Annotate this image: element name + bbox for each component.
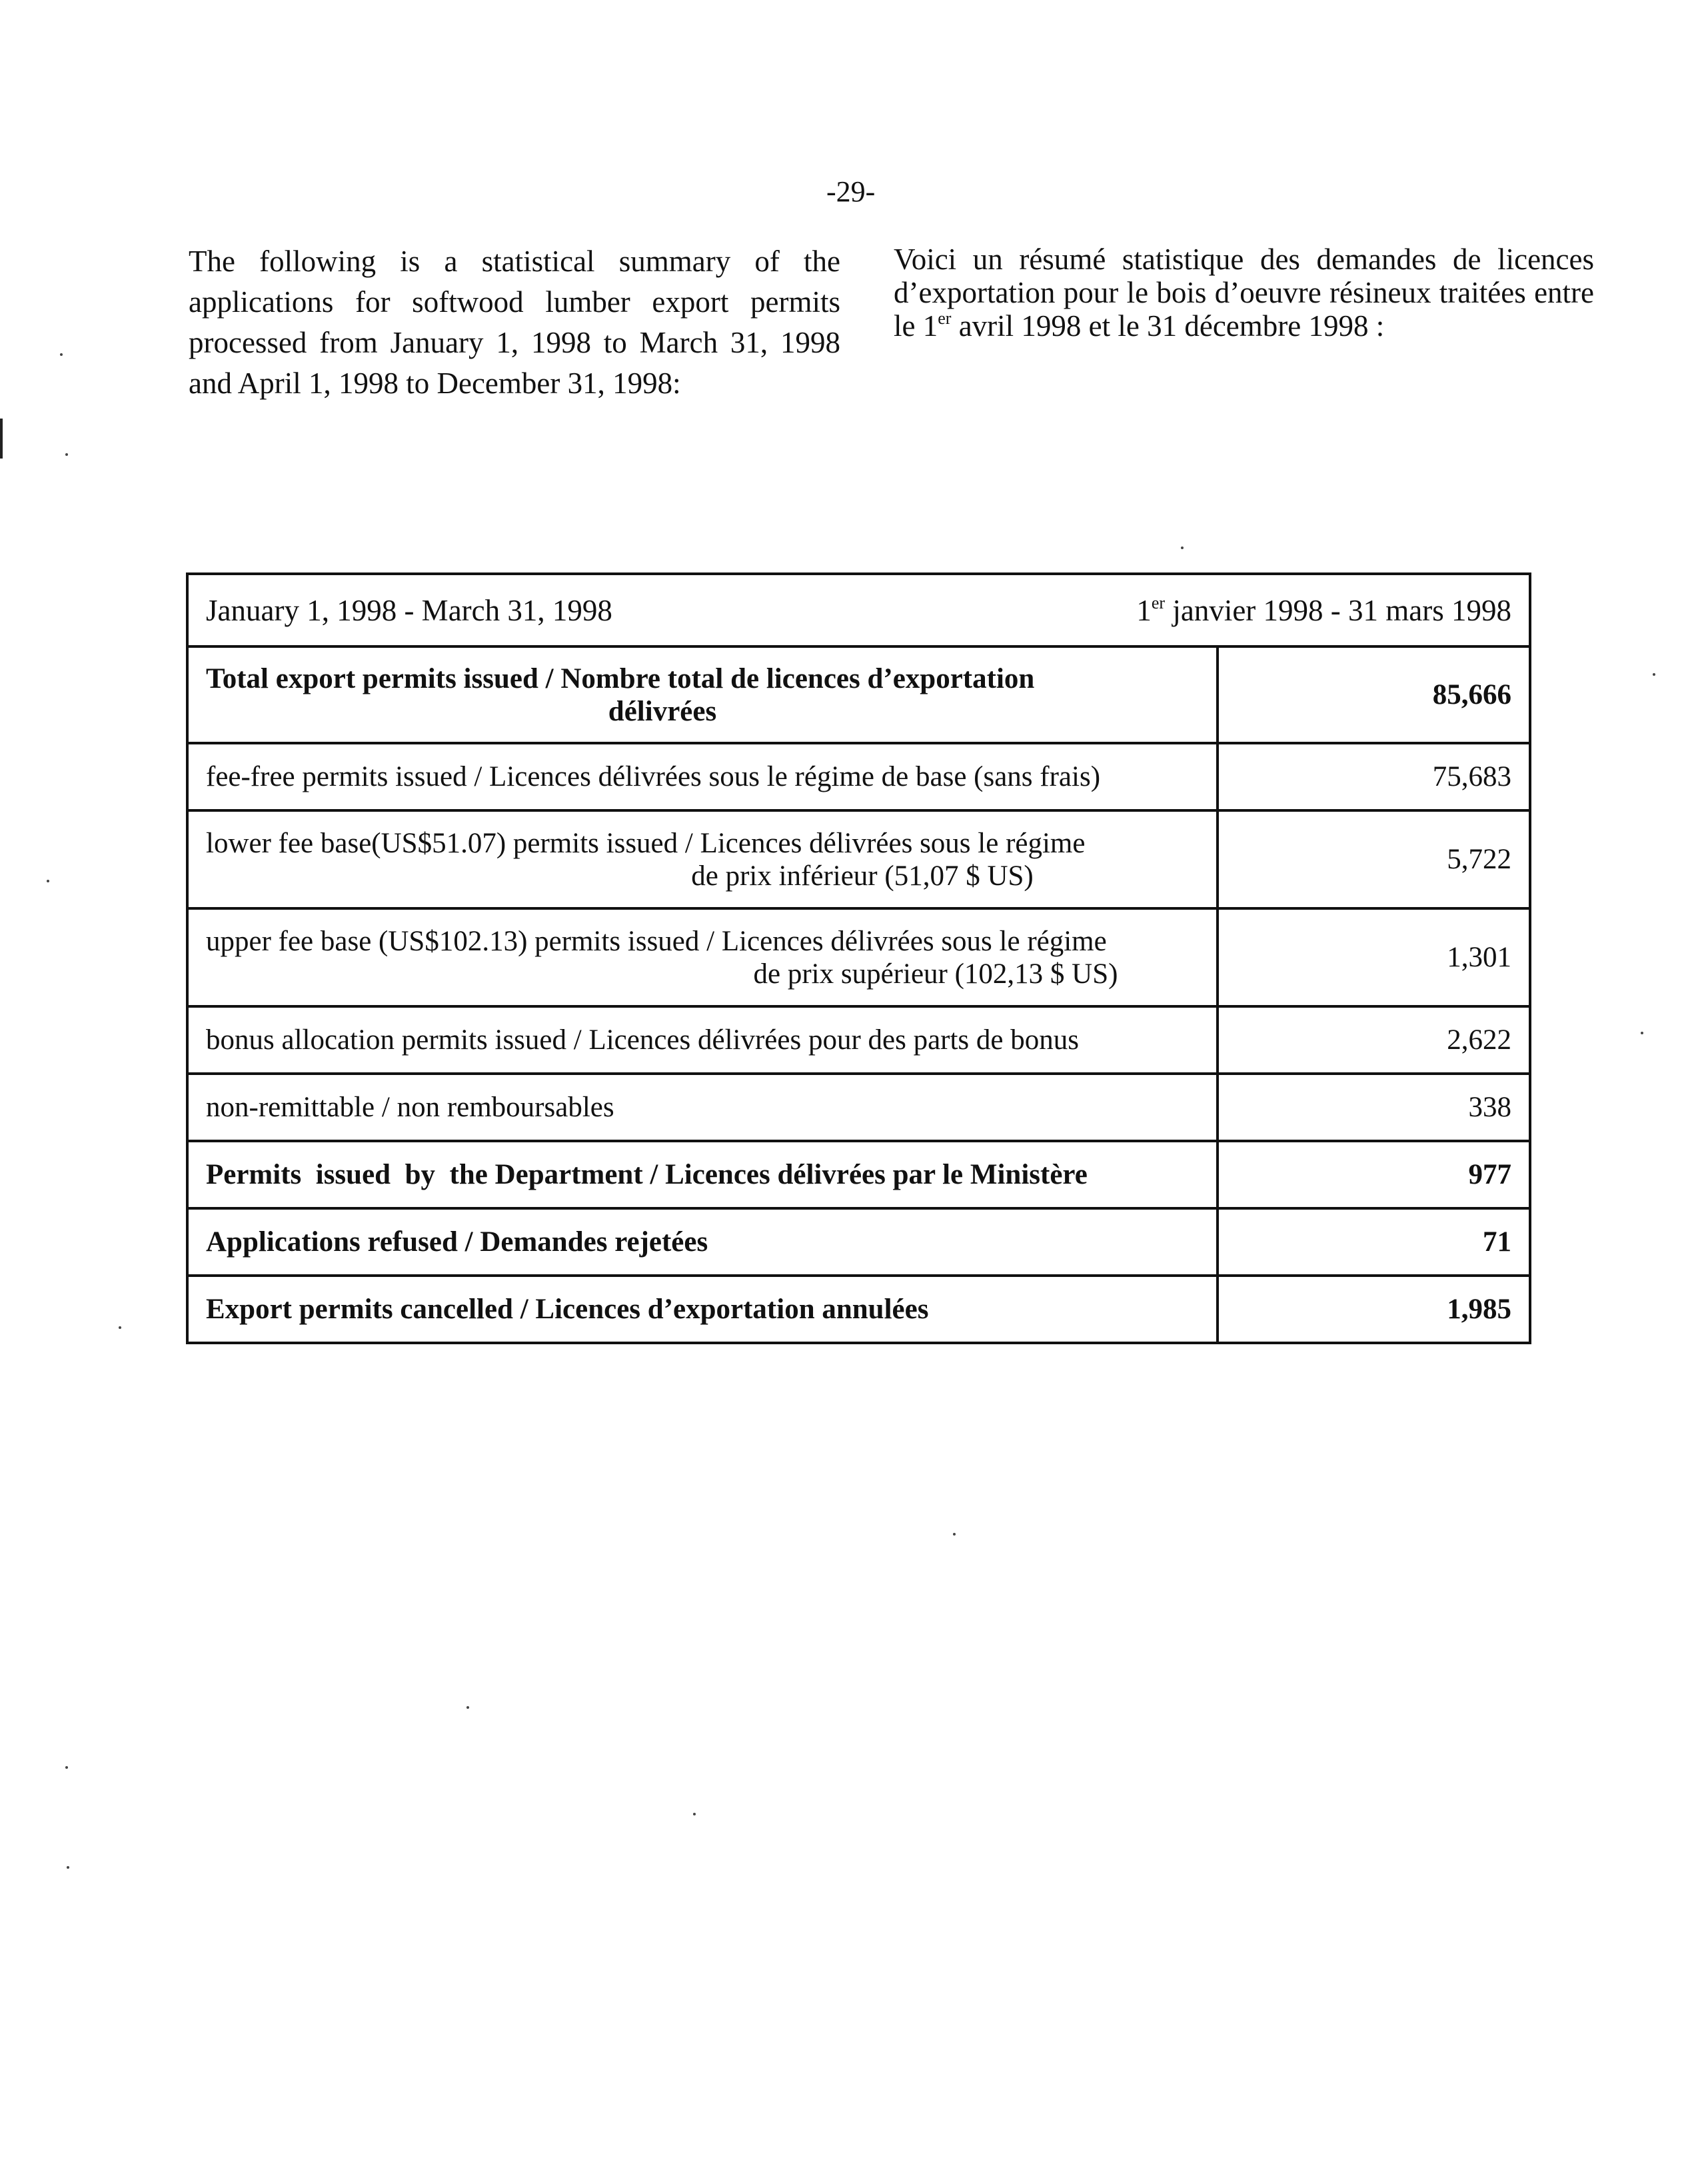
scan-speck (65, 453, 68, 456)
row-label-line1: Total export permits issued / Nombre total de licences d’exportation (206, 662, 1035, 694)
table-header-cell (187, 574, 1530, 646)
scan-speck (47, 880, 49, 882)
row-label (187, 908, 1218, 1006)
scan-speck (693, 1813, 696, 1815)
row-value: 2,622 (1218, 1006, 1530, 1074)
row-label (187, 810, 1218, 908)
scan-edge-mark (0, 419, 3, 459)
scan-speck (65, 1766, 68, 1769)
export-permits-table (186, 572, 1531, 1344)
row-label: fee-free permits issued / Licences délivrées sous le régime de base (sans frais) (187, 743, 1218, 810)
row-label-line1: upper fee base (US$102.13) permits issued / Licences délivrées sous le régime (206, 925, 1107, 957)
intro-french-text-1: Voici un résumé statistique des demandes de licences d’exportation pour le bois d’oeuvre résineux traitées entre le 1 (894, 243, 1594, 343)
table-row-applications-refused (187, 1208, 1530, 1276)
intro-french-paragraph (894, 243, 1594, 343)
row-label: non-remittable / non remboursables (187, 1074, 1218, 1141)
scan-speck (119, 1326, 121, 1329)
scan-speck (953, 1533, 956, 1536)
row-label: Applications refused / Demandes rejetées (187, 1208, 1218, 1276)
period-french-day: 1 (1136, 593, 1152, 627)
row-label-line2: délivrées (608, 695, 717, 727)
row-value: 5,722 (1218, 810, 1530, 908)
table-row-upper-fee (187, 908, 1530, 1006)
table-header-row (187, 574, 1530, 646)
row-label: Permits issued by the Department / Licences délivrées par le Ministère (187, 1141, 1218, 1208)
table-row-bonus-allocation (187, 1006, 1530, 1074)
scan-speck (1641, 1032, 1643, 1034)
row-value: 1,301 (1218, 908, 1530, 1006)
row-value: 977 (1218, 1141, 1530, 1208)
intro-english-paragraph: The following is a statistical summary of the applications for softwood lumber export permits processed from January 1, 1998 to March 31, 1998 and April 1, 1998 to December 31, 1998: (189, 245, 840, 400)
table-row-fee-free (187, 743, 1530, 810)
table-row-department-permits (187, 1141, 1530, 1208)
row-value: 85,666 (1218, 646, 1530, 743)
period-english: January 1, 1998 - March 31, 1998 (206, 593, 612, 627)
scan-speck (466, 1706, 469, 1709)
row-label-line1: lower fee base(US$51.07) permits issued / Licences délivrées sous le régime (206, 827, 1086, 859)
period-french-rest: janvier 1998 - 31 mars 1998 (1165, 593, 1511, 627)
scan-speck (67, 1866, 69, 1869)
table-row-permits-cancelled (187, 1276, 1530, 1343)
row-value: 338 (1218, 1074, 1530, 1141)
intro-french-text-2: avril 1998 et le 31 décembre 1998 : (951, 309, 1385, 343)
intro-french-superscript: er (938, 309, 952, 328)
page-number: -29- (826, 175, 876, 208)
scan-speck (60, 353, 63, 356)
row-label: Export permits cancelled / Licences d’exportation annulées (187, 1276, 1218, 1343)
row-value: 1,985 (1218, 1276, 1530, 1343)
row-label-line2: de prix inférieur (51,07 $ US) (691, 860, 1034, 892)
table-row-lower-fee (187, 810, 1530, 908)
row-label (187, 646, 1218, 743)
scan-speck (1181, 546, 1184, 549)
period-french (1136, 593, 1511, 628)
table-row-total-permits (187, 646, 1530, 743)
row-label-line2: de prix supérieur (102,13 $ US) (753, 958, 1118, 990)
row-label: bonus allocation permits issued / Licences délivrées pour des parts de bonus (187, 1006, 1218, 1074)
row-value: 75,683 (1218, 743, 1530, 810)
row-value: 71 (1218, 1208, 1530, 1276)
table-row-non-remittable (187, 1074, 1530, 1141)
period-french-superscript: er (1151, 592, 1166, 612)
scan-speck (1653, 673, 1655, 676)
